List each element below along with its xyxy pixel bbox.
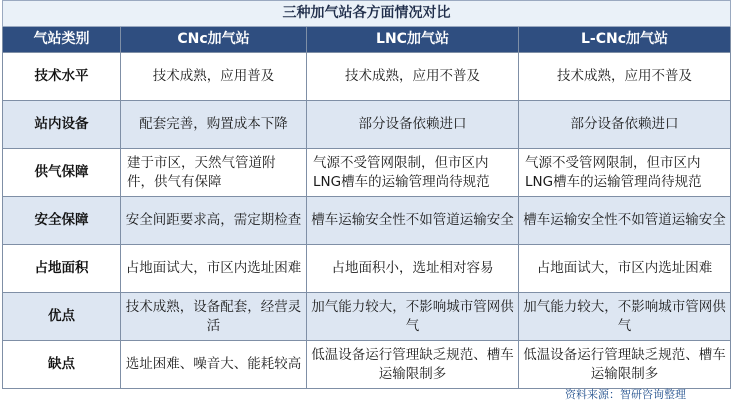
table-row — [3, 149, 731, 197]
cell-lcnc: 占地面试大，市区内选址困难 — [519, 245, 731, 293]
cell-lcnc: 槽车运输安全性不如管道运输安全 — [519, 197, 731, 245]
row-category: 站内设备 — [3, 101, 121, 149]
table-header-row — [3, 27, 731, 53]
row-category: 缺点 — [3, 341, 121, 389]
table-title: 三种加气站各方面情况对比 — [3, 1, 731, 27]
source-note: 资料来源：智研咨询整理 — [565, 388, 686, 401]
cell-lnc: 低温设备运行管理缺乏规范、槽车运输限制多 — [307, 341, 519, 389]
table-row — [3, 53, 731, 101]
table-title-row — [3, 1, 731, 27]
table-row — [3, 101, 731, 149]
cell-cnc: 安全间距要求高，需定期检查 — [121, 197, 307, 245]
cell-lcnc: 加气能力较大，不影响城市管网供气 — [519, 293, 731, 341]
cell-cnc: 占地面试大，市区内选址困难 — [121, 245, 307, 293]
cell-lcnc: 技术成熟，应用不普及 — [519, 53, 731, 101]
cell-cnc: 配套完善，购置成本下降 — [121, 101, 307, 149]
cell-lnc: 加气能力较大，不影响城市管网供气 — [307, 293, 519, 341]
cell-lnc: 槽车运输安全性不如管道运输安全 — [307, 197, 519, 245]
cell-lcnc: 低温设备运行管理缺乏规范、槽车运输限制多 — [519, 341, 731, 389]
cell-lcnc: 气源不受管网限制，但市区内LNG槽车的运输管理尚待规范 — [519, 149, 731, 197]
cell-cnc: 选址困难、噪音大、能耗较高 — [121, 341, 307, 389]
header-category: 气站类别 — [3, 27, 121, 53]
table-row — [3, 341, 731, 389]
row-category: 优点 — [3, 293, 121, 341]
cell-lnc: 技术成熟，应用不普及 — [307, 53, 519, 101]
cell-cnc: 建于市区，天然气管道附件，供气有保障 — [121, 149, 307, 197]
cell-lnc: 部分设备依赖进口 — [307, 101, 519, 149]
cell-lnc: 占地面积小，选址相对容易 — [307, 245, 519, 293]
cell-cnc: 技术成熟，应用普及 — [121, 53, 307, 101]
header-cnc: CNc加气站 — [121, 27, 307, 53]
header-lcnc: L-CNc加气站 — [519, 27, 731, 53]
cell-cnc: 技术成熟，设备配套，经营灵活 — [121, 293, 307, 341]
row-category: 供气保障 — [3, 149, 121, 197]
header-lnc: LNC加气站 — [307, 27, 519, 53]
row-category: 技术水平 — [3, 53, 121, 101]
table-row — [3, 293, 731, 341]
comparison-table — [2, 0, 731, 389]
table-row — [3, 245, 731, 293]
table-row — [3, 197, 731, 245]
row-category: 占地面积 — [3, 245, 121, 293]
cell-lnc: 气源不受管网限制，但市区内LNG槽车的运输管理尚待规范 — [307, 149, 519, 197]
cell-lcnc: 部分设备依赖进口 — [519, 101, 731, 149]
row-category: 安全保障 — [3, 197, 121, 245]
